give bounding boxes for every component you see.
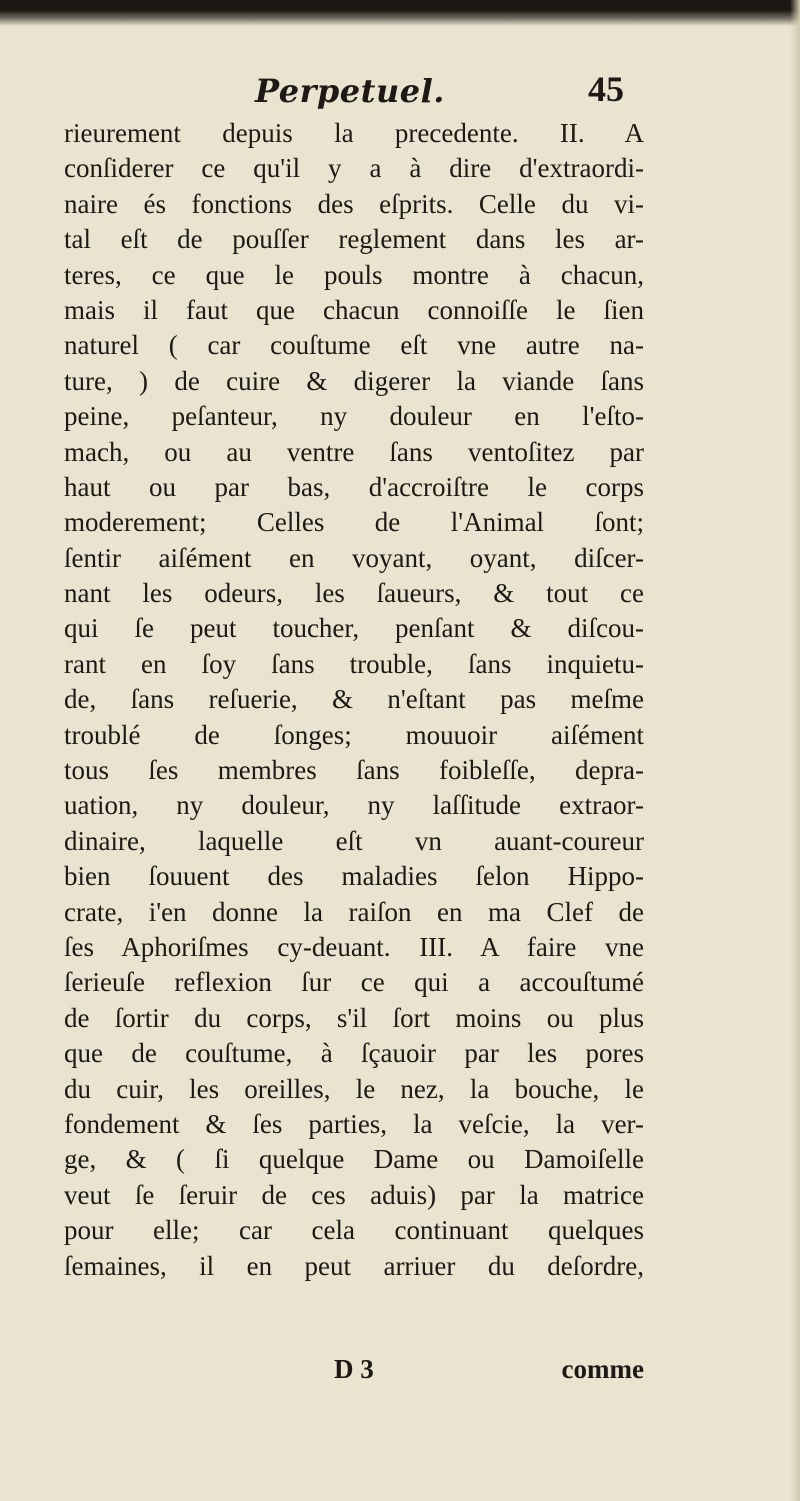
text-line: ſentir aiſément en voyant, oyant, diſcer- [64,542,644,573]
text-line: ſes Aphoriſmes cy-deuant. III. A faire vne [64,931,644,962]
text-line: tous ſes membres ſans foibleſſe, depra- [64,755,644,786]
text-line: fondement & ſes parties, la veſcie, la ver- [64,1108,644,1139]
text-line: teres, ce que le pouls montre à chacun, [64,259,644,290]
text-line: mais il faut que chacun connoiſſe le ſien [64,294,644,325]
text-line: dinaire, laquelle eſt vn auant-coureur [64,825,644,856]
text-line: ture, ) de cuire & digerer la viande ſans [64,365,644,396]
page-number: 45 [588,69,624,109]
body-text [64,116,644,1284]
text-line: du cuir, les oreilles, le nez, la bouche, le [64,1073,644,1104]
catchword: comme [561,1354,644,1384]
text-line: moderement; Celles de l'Animal ſont; [64,507,644,538]
text-line: crate, i'en donne la raiſon en ma Clef de [64,896,644,927]
text-line: de, ſans reſuerie, & n'eſtant pas meſme [64,684,644,715]
text-line: haut ou par bas, d'accroiſtre le corps [64,471,644,502]
text-line: qui ſe peut toucher, penſant & diſcou- [64,613,644,644]
text-line: peine, peſanteur, ny douleur en l'eſto- [64,401,644,432]
text-line: ſemaines, il en peut arriuer du deſordre, [64,1250,644,1281]
text-line: tal eſt de pouſſer reglement dans les ar- [64,224,644,255]
text-line: rant en ſoy ſans trouble, ſans inquietu- [64,648,644,679]
text-line: rieurement depuis la precedente. II. A [64,118,644,148]
text-line: nant les odeurs, les ſaueurs, & tout ce [64,578,644,609]
signature-mark: D 3 [334,1354,374,1384]
text-line: naire és fonctions des eſprits. Celle du vi- [64,188,644,219]
text-line: ge, & ( ſi quelque Dame ou Damoiſelle [64,1144,644,1175]
text-line: que de couſtume, à ſçauoir par les pores [64,1038,644,1069]
text-line: pour elle; car cela continuant quelques [64,1215,644,1246]
text-line: ſerieuſe reflexion ſur ce qui a accouſtumé [64,967,644,998]
text-line: troublé de ſonges; mouuoir aiſément [64,719,644,750]
text-line: mach, ou au ventre ſans ventoſitez par [64,436,644,467]
text-line: uation, ny douleur, ny laſſitude extraor- [64,790,644,821]
catchline [64,1354,644,1390]
text-line: naturel ( car couſtume eſt vne autre na- [64,330,644,361]
running-head: Perpetuel. [255,72,445,110]
text-line: de ſortir du corps, s'il ſort moins ou plus [64,1002,644,1033]
text-line: conſiderer ce qu'il y a à dire d'extraordi- [64,153,644,184]
text-line: bien ſouuent des maladies ſelon Hippo- [64,861,644,892]
text-line: veut ſe ſeruir de ces aduis) par la matrice [64,1179,644,1210]
